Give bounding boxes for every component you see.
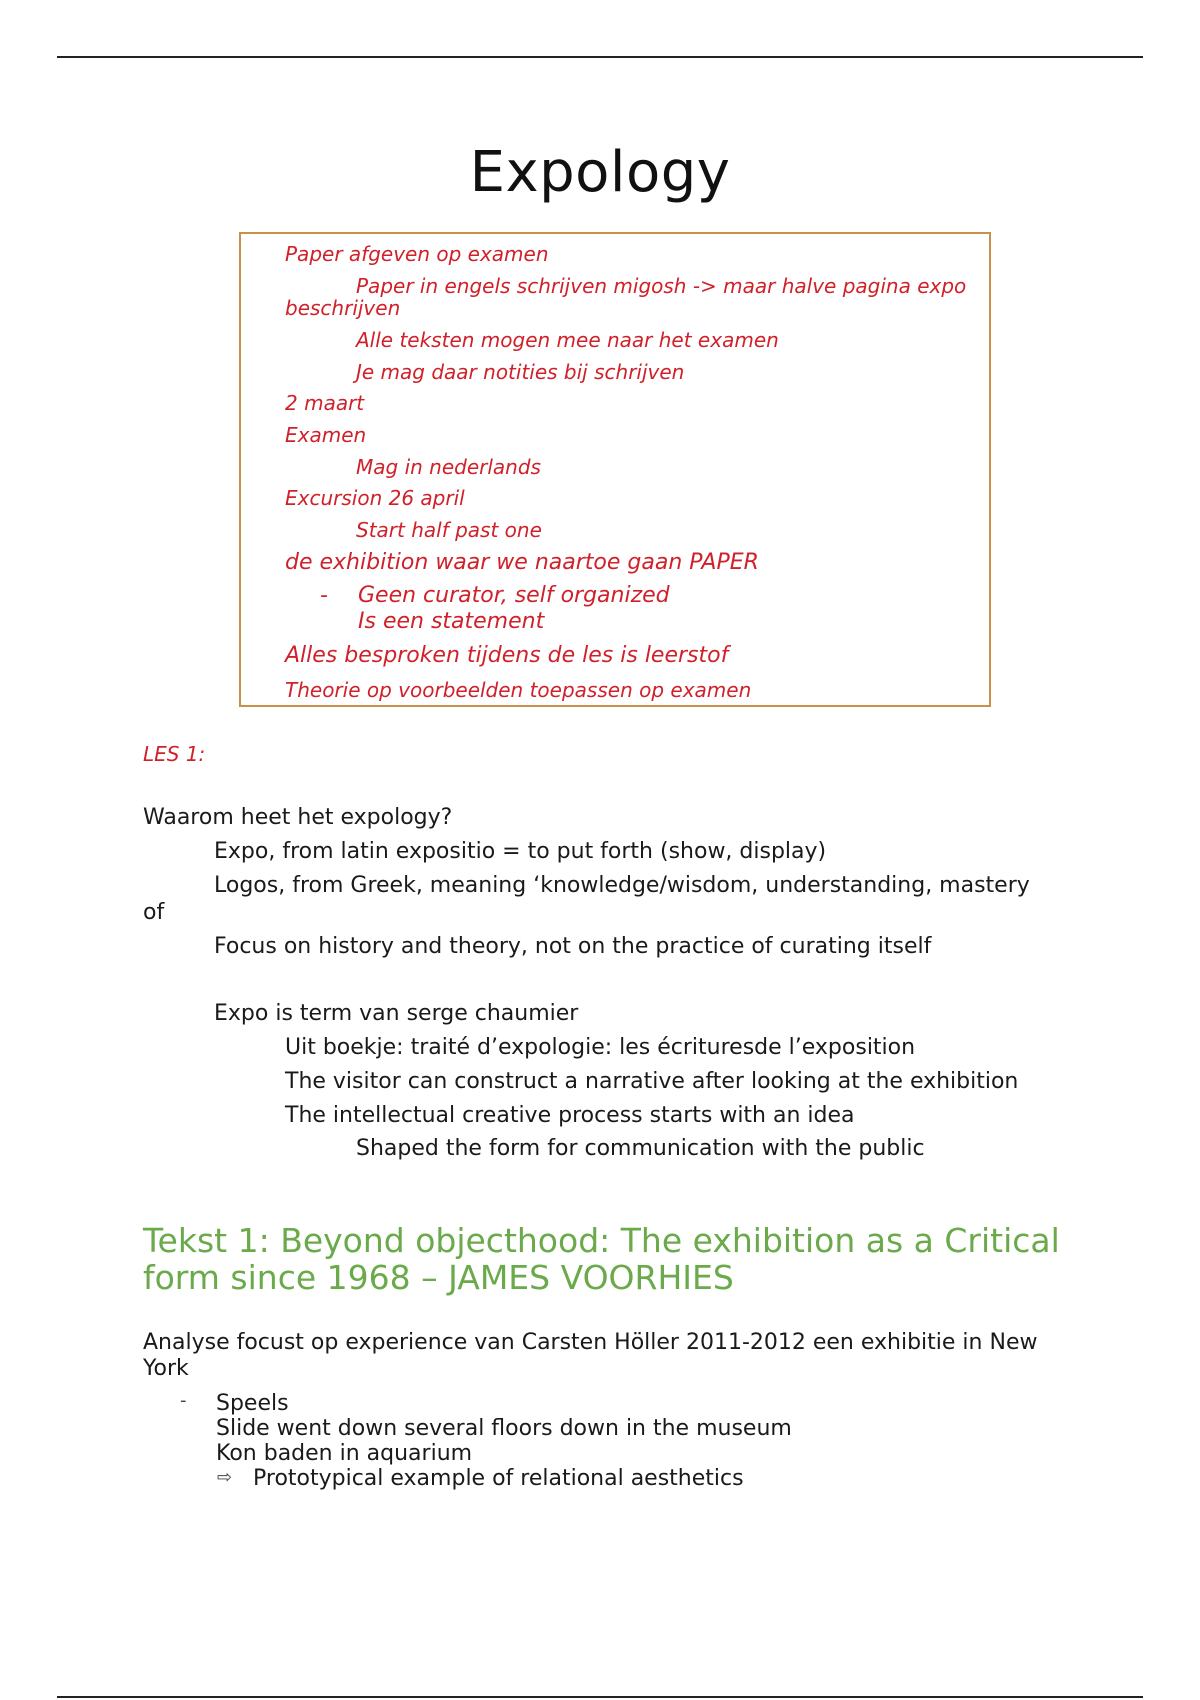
sub-line: Shaped the form for communication with the public (356, 1136, 925, 1161)
note-line: Paper afgeven op examen (285, 242, 549, 266)
focus-line: Focus on history and theory, not on the practice of curating itself (214, 934, 932, 959)
note-line: Alle teksten mogen mee naar het examen (356, 328, 779, 352)
les-label: LES 1: (143, 742, 206, 766)
note-line: Theorie op voorbeelden toepassen op examen (285, 678, 752, 702)
note-line: de exhibition waar we naartoe gaan PAPER (285, 550, 759, 575)
note-line: 2 maart (285, 391, 365, 415)
logos-line: Logos, from Greek, meaning ‘knowledge/wisdom, understanding, mastery (214, 873, 1030, 898)
question: Waarom heet het expology? (143, 805, 453, 830)
note-line: Je mag daar notities bij schrijven (356, 360, 685, 384)
note-line: Alles besproken tijdens de les is leerstof (285, 643, 729, 668)
top-rule (57, 56, 1143, 58)
note-line: Paper in engels schrijven migosh -> maar halve pagina expo (356, 274, 967, 298)
note-line: Start half past one (356, 518, 542, 542)
expo-line: Expo, from latin expositio = to put forth (show, display) (214, 839, 827, 864)
sub-line: Uit boekje: traité d’expologie: les écrituresde l’exposition (285, 1035, 916, 1060)
note-line: Is een statement (358, 609, 545, 634)
note-line: Mag in nederlands (356, 455, 541, 479)
section-heading: Tekst 1: Beyond objecthood: The exhibition as a Critical form since 1968 – JAMES VOORHIES (143, 1221, 1060, 1297)
list-item: Kon baden in aquarium (216, 1441, 473, 1466)
term-line: Expo is term van serge chaumier (214, 1001, 579, 1026)
bullet-dash: - (180, 1390, 187, 1411)
note-line: Geen curator, self organized (358, 583, 670, 608)
page-title: Expology (469, 140, 731, 205)
note-line: beschrijven (285, 296, 401, 320)
intro-paragraph: Analyse focust op experience van Carsten Höller 2011-2012 een exhibitie in New York (143, 1330, 1038, 1381)
list-item: Prototypical example of relational aesthetics (253, 1466, 744, 1491)
list-item: Slide went down several floors down in the museum (216, 1416, 792, 1441)
note-bullet: - (320, 583, 328, 608)
note-line: Excursion 26 april (285, 486, 465, 510)
arrow-icon: ⇨ (217, 1467, 233, 1488)
sub-line: The visitor can construct a narrative after looking at the exhibition (285, 1069, 1019, 1094)
logos-wrap: of (143, 900, 165, 925)
list-item: Speels (216, 1391, 289, 1416)
note-line: Examen (285, 423, 367, 447)
bottom-rule (57, 1696, 1143, 1698)
sub-line: The intellectual creative process starts with an idea (285, 1103, 855, 1128)
